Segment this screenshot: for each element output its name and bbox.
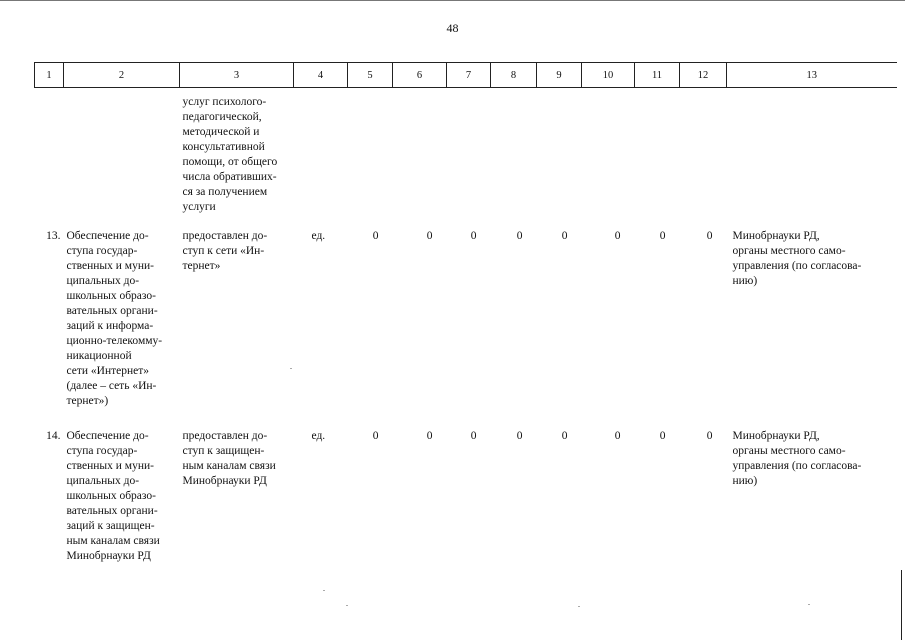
column-header: 8	[491, 63, 537, 88]
measure-name-cell	[64, 227, 180, 427]
scan-right-edge	[901, 570, 902, 640]
text-line: ся за получением	[182, 186, 268, 198]
text-line: ционно-телекомму-	[66, 335, 163, 347]
scan-speck	[323, 590, 325, 591]
value-cell: 0	[470, 230, 477, 242]
text-line: ственных и муни-	[66, 260, 154, 272]
text-line: школьных образо-	[66, 290, 156, 302]
column-header: 3	[180, 63, 294, 88]
text-line: (далее – сеть «Ин-	[66, 380, 157, 392]
text-line: школьных образо-	[66, 490, 156, 502]
text-line: услуг психолого-	[182, 96, 267, 108]
text-line: консультативной	[182, 141, 265, 153]
value-cell: 0	[372, 430, 379, 442]
text-line: нию)	[732, 475, 758, 487]
text-line: тернет»	[182, 260, 221, 272]
column-header: 6	[393, 63, 447, 88]
continuation-row	[35, 88, 897, 228]
column-header: 11	[635, 63, 680, 88]
text-line: ступ к сети «Ин-	[182, 245, 265, 257]
value-cell: 0	[561, 430, 568, 442]
text-line: ным каналам связи	[66, 535, 160, 547]
scan-speck	[808, 604, 810, 605]
responsible-cell	[727, 427, 897, 582]
text-line: методической и	[182, 126, 260, 138]
text-line: ступа государ-	[66, 245, 138, 257]
text-line: управления (по согласова-	[732, 260, 862, 272]
text-line: Обеспечение до-	[66, 230, 149, 242]
value-cell: 0	[706, 430, 713, 442]
value-cell: 0	[561, 230, 568, 242]
indicator-cell	[180, 427, 294, 582]
column-header: 7	[447, 63, 491, 88]
scan-speck	[290, 368, 292, 369]
header-row	[35, 63, 897, 88]
responsible-cell	[727, 227, 897, 427]
text-line: услуги	[182, 201, 216, 213]
indicator-cell	[180, 227, 294, 427]
text-line: Минобрнауки РД,	[732, 230, 820, 242]
value-cell: 0	[706, 230, 713, 242]
text-line: ципальных до-	[66, 275, 140, 287]
text-line: ступ к защищен-	[182, 445, 265, 457]
table-row	[35, 427, 897, 582]
text-line: никационной	[66, 350, 132, 362]
value-cell: 0	[659, 230, 666, 242]
text-line: заций к защищен-	[66, 520, 155, 532]
column-header: 2	[64, 63, 180, 88]
text-line: предоставлен до-	[182, 230, 268, 242]
text-line: сети «Интернет»	[66, 365, 150, 377]
text-line: Обеспечение до-	[66, 430, 149, 442]
scan-speck	[578, 606, 580, 607]
measure-name-cell	[64, 427, 180, 582]
value-cell: 0	[372, 230, 379, 242]
text-line: ципальных до-	[66, 475, 140, 487]
scan-top-edge	[0, 0, 905, 3]
text-line: вательных органи-	[66, 505, 158, 517]
page-number: 48	[446, 21, 459, 35]
value-cell: 0	[659, 430, 666, 442]
text-line: органы местного само-	[732, 245, 846, 257]
table-row	[35, 227, 897, 427]
measures-table	[34, 62, 897, 582]
text-line: заций к информа-	[66, 320, 154, 332]
unit-cell: ед.	[311, 430, 326, 442]
value-cell: 0	[426, 430, 433, 442]
text-line: вательных органи-	[66, 305, 158, 317]
scan-speck	[346, 605, 348, 606]
text-line: педагогической,	[182, 111, 262, 123]
text-line: предоставлен до-	[182, 430, 268, 442]
text-line: Минобрнауки РД,	[732, 430, 820, 442]
value-cell: 0	[470, 430, 477, 442]
text-line: числа обративших-	[182, 171, 277, 183]
column-header: 13	[727, 63, 897, 88]
text-line: ступа государ-	[66, 445, 138, 457]
text-line: тернет»)	[66, 395, 109, 407]
column-header: 10	[582, 63, 635, 88]
text-line: ственных и муни-	[66, 460, 154, 472]
text-line: Минобрнауки РД	[182, 475, 267, 487]
text-line: ным каналам связи	[182, 460, 276, 472]
column-header: 9	[537, 63, 582, 88]
column-header: 5	[348, 63, 393, 88]
value-cell: 0	[516, 230, 523, 242]
text-line: нию)	[732, 275, 758, 287]
indicator-cell	[180, 88, 294, 228]
value-cell: 0	[516, 430, 523, 442]
value-cell: 0	[614, 230, 621, 242]
unit-cell: ед.	[311, 230, 326, 242]
text-line: органы местного само-	[732, 445, 846, 457]
column-header: 4	[294, 63, 348, 88]
text-line: Минобрнауки РД	[66, 550, 151, 562]
row-number: 14.	[46, 430, 61, 442]
value-cell: 0	[614, 430, 621, 442]
text-line: управления (по согласова-	[732, 460, 862, 472]
column-header: 12	[680, 63, 727, 88]
column-header: 1	[35, 63, 64, 88]
row-number: 13.	[46, 230, 61, 242]
text-line: помощи, от общего	[182, 156, 278, 168]
value-cell: 0	[426, 230, 433, 242]
